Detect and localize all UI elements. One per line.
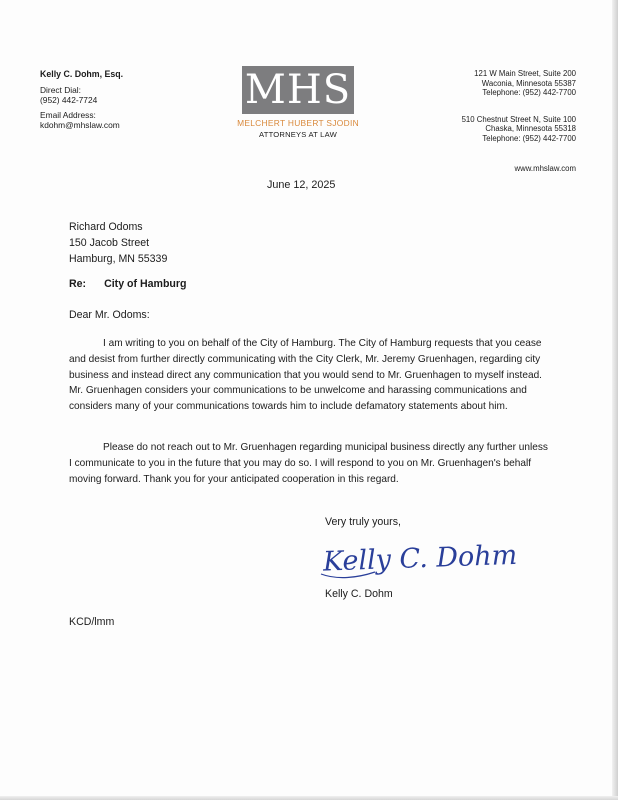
- office-phone: Telephone: (952) 442-7700: [482, 133, 576, 143]
- recipient-name: Richard Odoms: [69, 221, 143, 233]
- paragraph-text: I am writing to you on behalf of the City of Hamburg. The City of Hamburg requests that you cease and desist from further directly communicating with the City Clerk, Mr. Jeremy Gruenhagen, regarding city business and instead direct any communication that you would send to Mr. Gruenhagen to myself instead. Mr. Gruenhagen considers your communications to be unwelcome and harassing communications and considers many of your communications towards him to include defamatory statements about him.: [69, 338, 542, 413]
- logo-mark-text: MHS: [244, 67, 352, 113]
- email-label: Email Address:: [40, 109, 96, 120]
- signer-name: Kelly C. Dohm: [325, 588, 393, 600]
- reference-initials: KCD/lmm: [69, 616, 115, 628]
- scan-edge-right: [612, 0, 618, 800]
- recipient-address: [69, 220, 167, 267]
- re-line: [69, 278, 186, 290]
- office-street: 510 Chestnut Street N, Suite 100: [461, 114, 576, 124]
- salutation: Dear Mr. Odoms:: [69, 309, 150, 321]
- body-paragraph: [69, 440, 551, 487]
- office-chaska: [462, 115, 576, 144]
- firm-logo: [228, 66, 368, 139]
- body-paragraph: [69, 336, 551, 415]
- office-street: 121 W Main Street, Suite 200: [474, 69, 576, 78]
- attorney-contact-block: [40, 69, 123, 131]
- recipient-city: Hamburg, MN 55339: [69, 252, 168, 265]
- scan-edge-bottom: [0, 796, 618, 800]
- direct-dial-label: Direct Dial:: [40, 84, 81, 95]
- office-waconia: [462, 69, 576, 98]
- attorney-name: Kelly C. Dohm, Esq.: [40, 69, 124, 79]
- direct-dial-number: (952) 442-7724: [40, 95, 98, 105]
- office-city: Waconia, Minnesota 55387: [481, 78, 576, 88]
- email-address: kdohm@mhslaw.com: [40, 120, 120, 130]
- office-addresses: [462, 69, 576, 173]
- closing: Very truly yours,: [325, 516, 401, 528]
- signature-script: Kelly C. Dohm: [322, 539, 518, 578]
- office-city: Chaska, Minnesota 55318: [485, 124, 576, 134]
- paragraph-text: Please do not reach out to Mr. Gruenhagen regarding municipal business directly any further unless I communicate to you in the future that you may do so. I will respond to you on Mr. Gruenhagen's behalf moving forward. Thank you for your anticipated cooperation in this regard.: [69, 442, 548, 485]
- handwritten-signature: [317, 530, 518, 586]
- firm-website: www.mhslaw.com: [514, 163, 576, 173]
- logo-mark-box: [242, 66, 354, 114]
- logo-subtitle: ATTORNEYS AT LAW: [259, 130, 337, 139]
- re-subject: City of Hamburg: [104, 278, 187, 290]
- letter-date: June 12, 2025: [267, 179, 336, 191]
- office-phone: Telephone: (952) 442-7700: [482, 88, 576, 98]
- logo-firm-name: MELCHERT HUBERT SJODIN: [237, 118, 359, 128]
- recipient-street: 150 Jacob Street: [69, 236, 150, 249]
- re-label: Re:: [69, 278, 87, 290]
